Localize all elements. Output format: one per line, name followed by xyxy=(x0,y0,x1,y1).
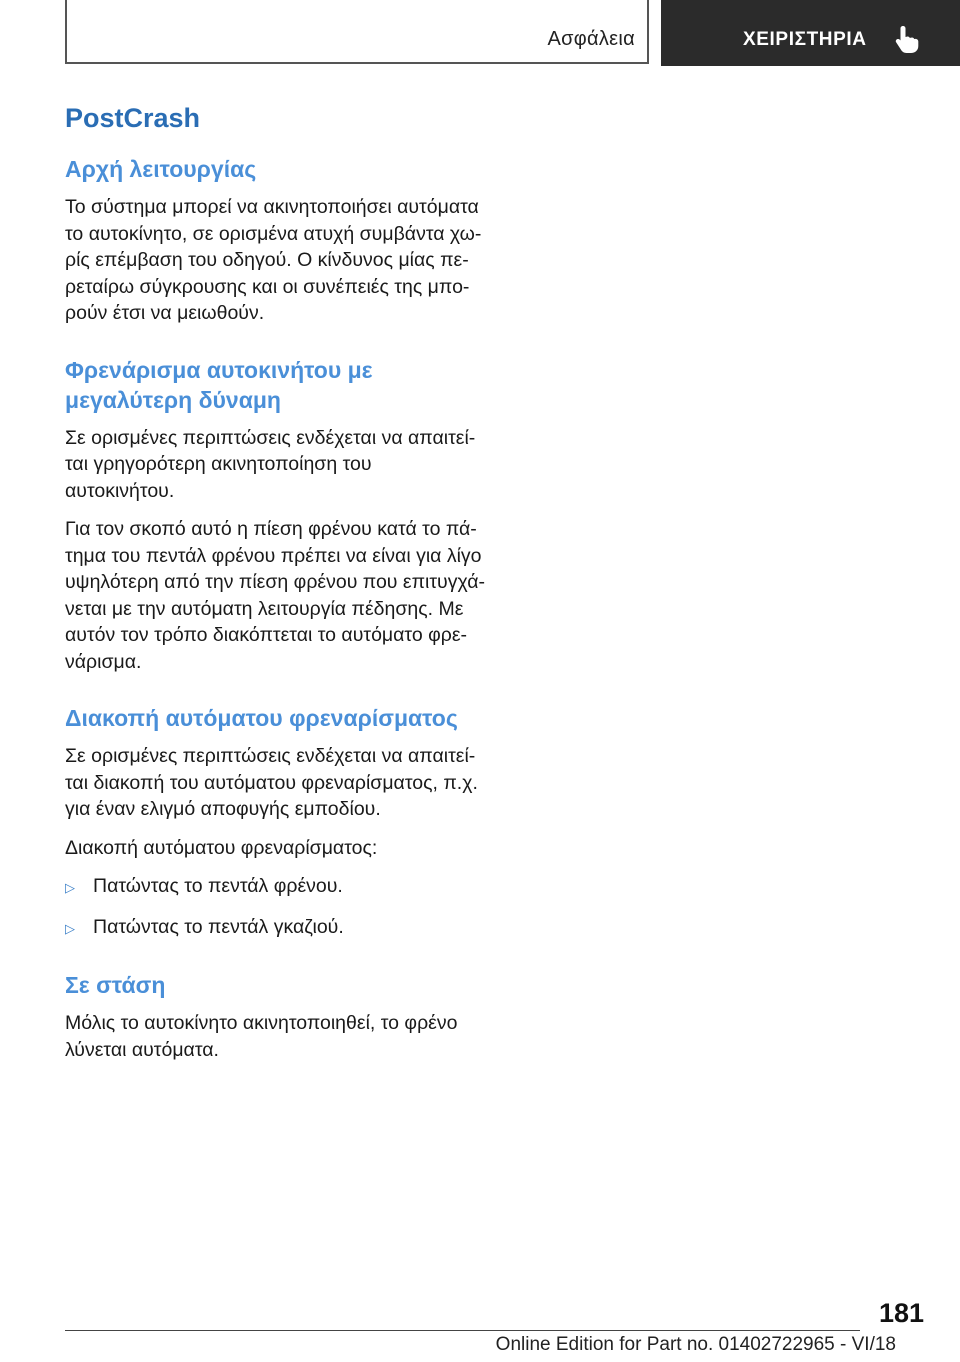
triangle-bullet-icon: ▷ xyxy=(65,880,75,895)
page-title: PostCrash xyxy=(65,103,201,133)
footer-edition: Online Edition for Part no. 01402722965 - VI/18 xyxy=(495,1334,896,1355)
header-chapter-box xyxy=(661,0,960,66)
page-number: 181 xyxy=(878,1298,924,1328)
list-item xyxy=(65,914,485,943)
header-chapter-title: ΧΕΙΡΙΣΤΗΡΙΑ xyxy=(743,29,867,50)
footer-divider xyxy=(65,1330,860,1331)
hand-pointer-icon xyxy=(894,24,920,54)
section-paragraph: Μόλις το αυτοκίνητο ακινητοποιηθεί, το φρένο λύνεται αυτόματα. xyxy=(65,1012,458,1061)
section-heading: Αρχή λειτουργίας xyxy=(65,156,257,182)
section-heading: Σε στάση xyxy=(65,972,166,998)
section-heading: Φρενάρισμα αυτοκινήτου με μεγαλύτερη δύναμη xyxy=(65,356,373,413)
section-interrupt-braking xyxy=(65,703,485,942)
section-heading: Διακοπή αυτόματου φρεναρίσματος xyxy=(65,705,458,731)
section-stronger-braking xyxy=(65,355,485,676)
section-paragraph: Σε ορισμένες περιπτώσεις ενδέχεται να απαιτεί-ται διακοπή του αυτόματου φρεναρίσματος, π.χ. για έναν ελιγμό αποφυγής εμποδίου. xyxy=(65,745,478,820)
section-paragraph: Για τον σκοπό αυτό η πίεση φρένου κατά το πά-τημα του πεντάλ φρένου πρέπει να είναι για λίγο υψηλότερη από την πίεση φρένου που επιτυγχά-νεται με την αυτόματη λειτουργία πέδησης. Με αυτόν τον τρόπο διακόπτεται το αυτόματο φρε-νάρισμα. xyxy=(65,518,485,673)
page-content xyxy=(65,100,485,1091)
triangle-bullet-icon: ▷ xyxy=(65,920,75,936)
section-paragraph: Διακοπή αυτόματου φρεναρίσματος: xyxy=(65,836,378,859)
list-item xyxy=(65,873,485,902)
list-item-text: Πατώντας το πεντάλ φρένου. xyxy=(93,875,343,897)
section-operating-principle xyxy=(65,154,485,327)
list-item-text: Πατώντας το πεντάλ γκαζιού. xyxy=(93,915,344,938)
header-section-title: Ασφάλεια xyxy=(547,28,635,50)
section-at-standstill xyxy=(65,970,485,1063)
section-paragraph: Σε ορισμένες περιπτώσεις ενδέχεται να απαιτεί-ται γρηγορότερη ακινητοποίηση του αυτοκινήτου. xyxy=(65,426,476,502)
header-section-box xyxy=(65,0,649,64)
section-paragraph: Το σύστημα μπορεί να ακινητοποιήσει αυτόματα το αυτοκίνητο, σε ορισμένα ατυχή συμβάντα χω-ρίς επέμβαση του οδηγού. Ο κίνδυνος μίας πε-ρεταίρω σύγκρουσης και οι συνέπειές της μπο-ρούν έτσι να μειωθούν. xyxy=(65,196,482,324)
page-header xyxy=(65,0,960,66)
